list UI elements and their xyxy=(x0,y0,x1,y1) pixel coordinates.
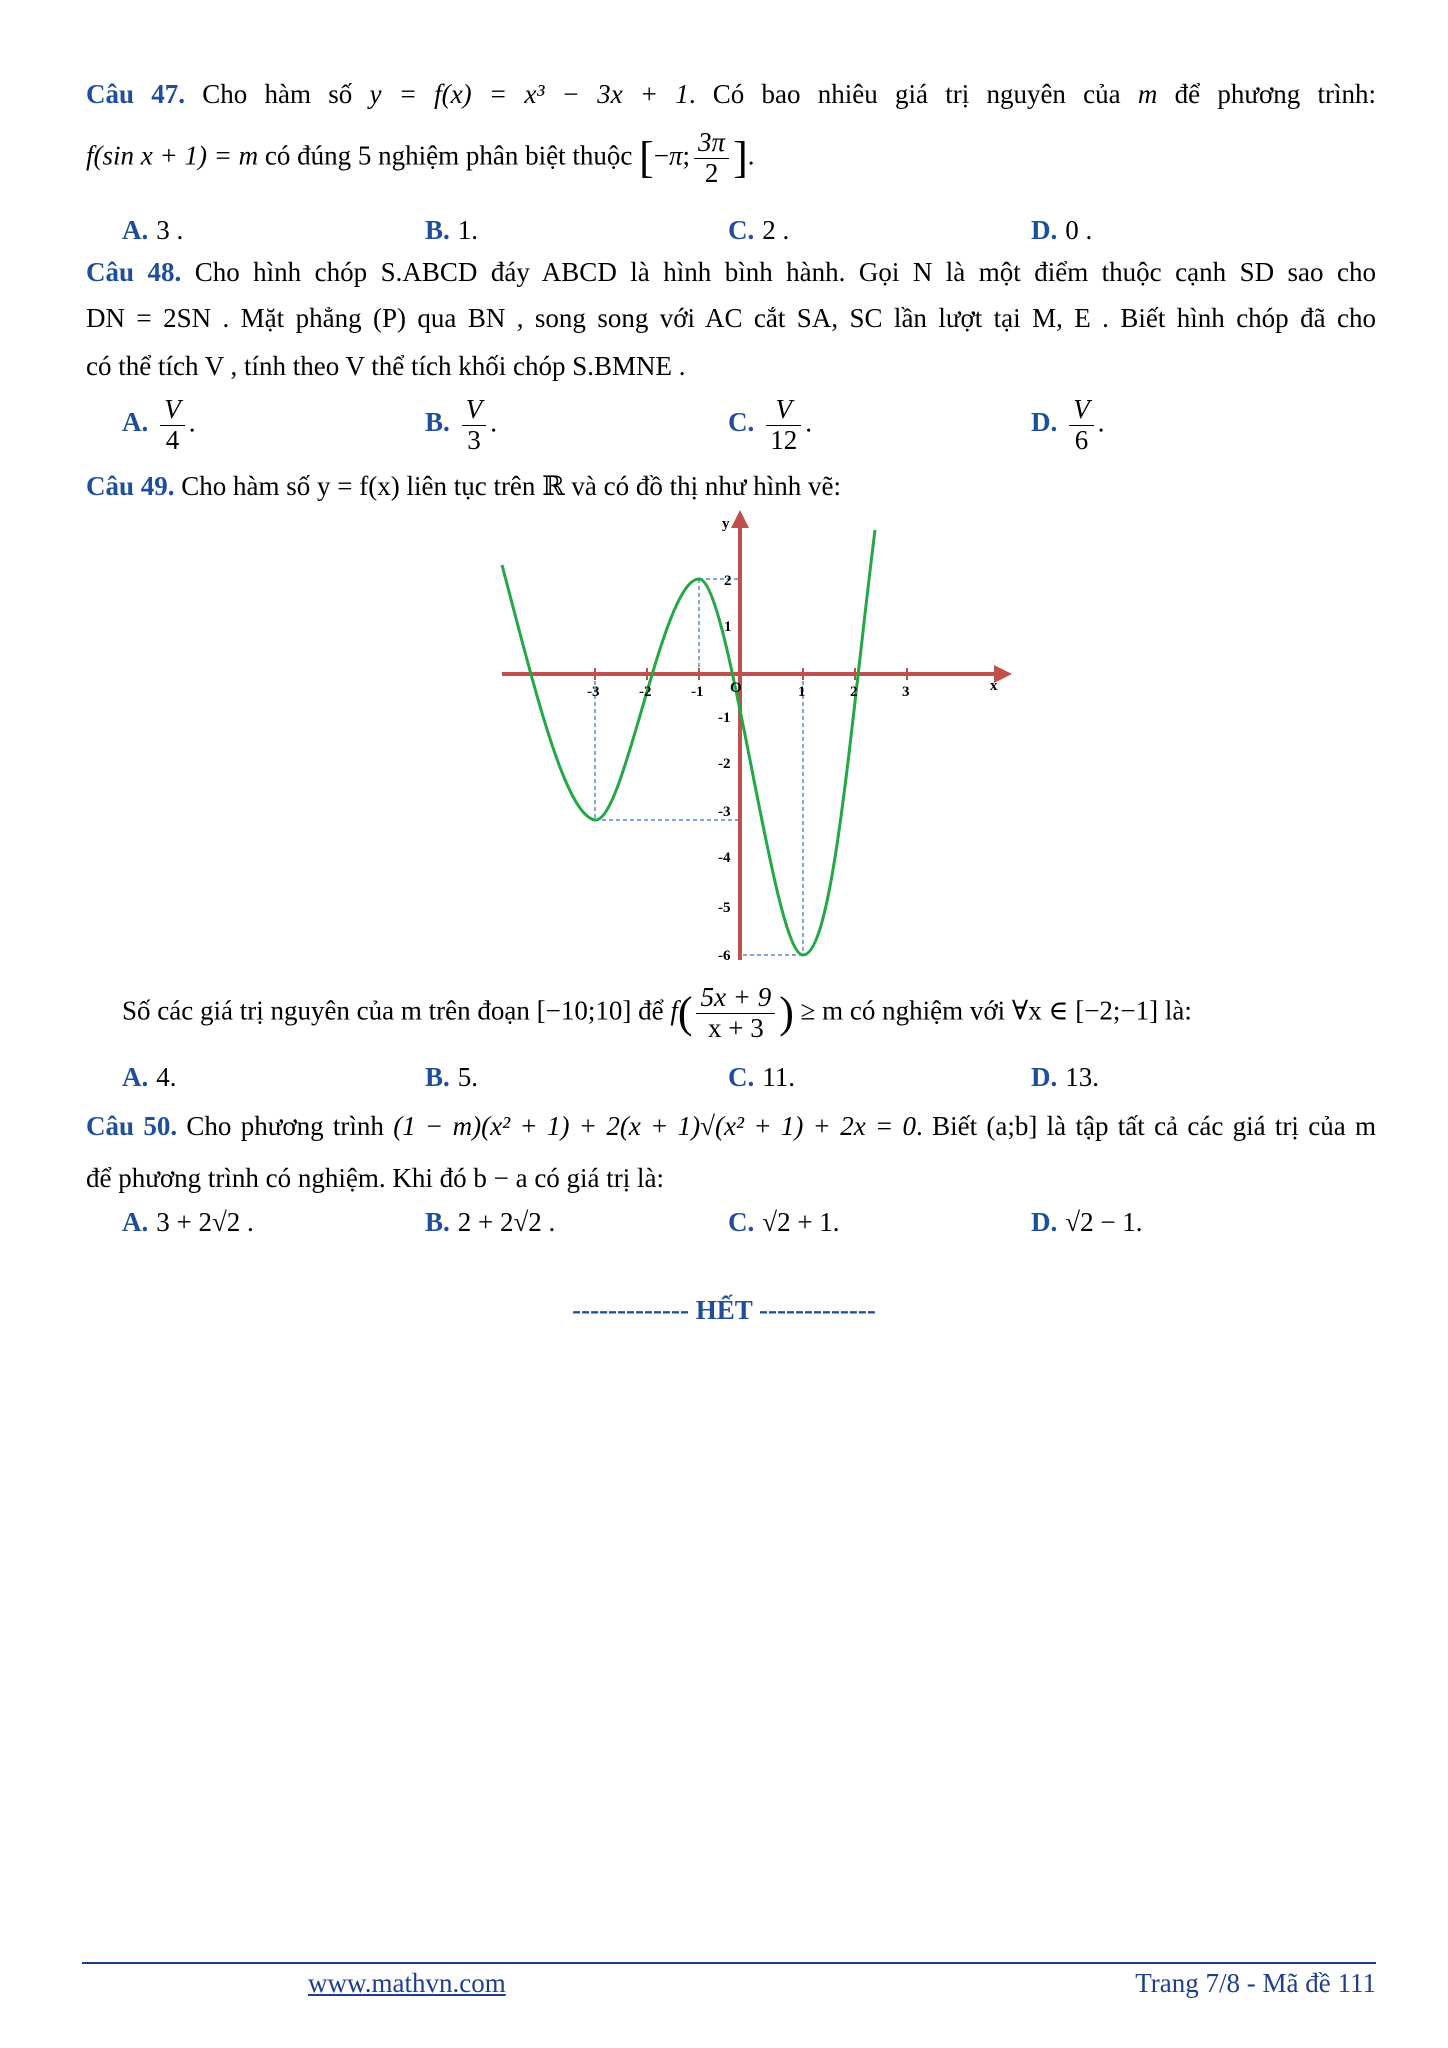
q49-option-d[interactable]: D. 13. xyxy=(1031,1062,1099,1092)
x-tick-2: 2 xyxy=(850,684,858,700)
footer-page-info: Trang 7/8 - Mã đề 111 xyxy=(1135,1968,1376,1998)
x-axis-label: x xyxy=(990,678,998,694)
y-tick-neg6: -6 xyxy=(718,948,731,964)
q49-options xyxy=(122,1062,1372,1102)
q47-options xyxy=(122,215,1372,255)
function-curve xyxy=(502,530,875,955)
q49-option-b[interactable]: B. 5. xyxy=(425,1062,479,1092)
q49-graph xyxy=(490,510,1020,970)
q48-line3: có thể tích V , tính theo V thể tích khối chóp S.BMNE . xyxy=(86,351,686,381)
q49-ask-b: ≥ m có nghiệm với ∀x ∈ [−2;−1] là: xyxy=(800,995,1192,1026)
y-tick-neg3: -3 xyxy=(718,804,731,820)
x-tick-3: 3 xyxy=(902,684,910,700)
end-marker: ------------- HẾT ------------- xyxy=(572,1295,876,1325)
q50-option-c[interactable]: C. √2 + 1. xyxy=(728,1207,840,1237)
q49-option-c[interactable]: C. 11. xyxy=(728,1062,795,1092)
q48-line2: DN = 2SN . Mặt phẳng (P) qua BN , song song với AC cắt SA, SC lần lượt tại M, E . Biết hình chóp đã cho xyxy=(86,303,1376,333)
q47-line1 xyxy=(86,78,1376,110)
q48-option-c[interactable]: C. $\frac{V}{12}$ . xyxy=(728,394,812,455)
q50-option-a[interactable]: A. 3 + 2√2 . xyxy=(122,1207,254,1237)
x-tick-neg2: -2 xyxy=(639,684,652,700)
q50-option-d[interactable]: D. √2 − 1. xyxy=(1031,1207,1143,1237)
q49-fraction: $\frac{5x + 9}{x + 3}$ xyxy=(696,983,775,1043)
q47-var-m: m xyxy=(1137,79,1158,109)
q47-label: Câu 47. xyxy=(86,79,186,109)
q50-option-b[interactable]: B. 2 + 2√2 . xyxy=(425,1207,556,1237)
q47-option-c[interactable]: C. 2 . xyxy=(728,215,790,245)
q50-stem-a: Cho phương trình xyxy=(186,1111,384,1141)
q50-line1 xyxy=(86,1110,1376,1142)
q47-eq: f(sin x + 1) = m xyxy=(86,140,259,171)
y-tick-neg2: -2 xyxy=(718,756,731,772)
y-tick-neg5: -5 xyxy=(718,900,731,916)
y-tick-2: 2 xyxy=(724,573,732,589)
q48-option-b[interactable]: B. $\frac{V}{3}$ . xyxy=(425,394,498,455)
q47-func: y = f(x) = x³ − 3x + 1 xyxy=(369,79,689,109)
q47-stem-d: có đúng 5 nghiệm phân biệt thuộc xyxy=(264,140,633,171)
q50-line2: để phương trình có nghiệm. Khi đó b − a có giá trị là: xyxy=(86,1163,665,1193)
q50-eq: (1 − m)(x² + 1) + 2(x + 1)√(x² + 1) + 2x = 0 xyxy=(393,1111,917,1141)
q49-ask-a: Số các giá trị nguyên của m trên đoạn [−10;10] để xyxy=(122,995,664,1026)
x-tick-neg3: -3 xyxy=(587,684,600,700)
q50-stem-b: . Biết (a;b] là tập tất cả các giá trị của m xyxy=(916,1111,1376,1141)
x-tick-1: 1 xyxy=(798,684,806,700)
q50-label: Câu 50. xyxy=(86,1111,178,1141)
q47-option-d[interactable]: D. 0 . xyxy=(1031,215,1093,245)
y-tick-neg1: -1 xyxy=(718,710,731,726)
q49-line1 xyxy=(86,470,1376,502)
q47-option-a[interactable]: A. 3 . xyxy=(122,215,184,245)
footer-website-link[interactable]: www.mathvn.com xyxy=(308,1968,506,1998)
q48-text-1: Cho hình chóp S.ABCD đáy ABCD là hình bình hành. Gọi N là một điểm thuộc cạnh SD sao cho xyxy=(194,257,1376,287)
q47-stem-c: để phương trình: xyxy=(1174,79,1377,109)
origin-label: O xyxy=(730,680,742,696)
q47-interval-frac: $\frac{3\pi}{2}$ xyxy=(694,128,729,188)
y-tick-1: 1 xyxy=(724,619,732,635)
q48-line1 xyxy=(86,256,1376,288)
q48-options xyxy=(122,395,1372,461)
q49-stem: Cho hàm số y = f(x) liên tục trên ℝ và có đồ thị như hình vẽ: xyxy=(181,471,841,501)
q49-ask: Số các giá trị nguyên của m trên đoạn [−10;10] để f( $\frac{5x + 9}{x + 3}$ ) ≥ m có nghiệm với ∀x ∈ [−2;−1] là: xyxy=(122,982,1192,1043)
footer-divider xyxy=(82,1962,1376,1964)
q47-stem-a: Cho hàm số xyxy=(202,79,353,109)
y-axis-label: y xyxy=(722,516,730,532)
x-tick-neg1: -1 xyxy=(691,684,704,700)
q50-options xyxy=(122,1207,1372,1247)
guide-lines xyxy=(595,579,803,955)
y-tick-neg4: -4 xyxy=(718,850,731,866)
q47-option-b[interactable]: B. 1. xyxy=(425,215,479,245)
q47-line2: f(sin x + 1) = m có đúng 5 nghiệm phân biệt thuộc [−π; $\frac{3\pi}{2}$ ]. xyxy=(86,127,755,188)
q49-option-a[interactable]: A. 4. xyxy=(122,1062,177,1092)
q48-option-a[interactable]: A. $\frac{V}{4}$ . xyxy=(122,394,196,455)
q49-label: Câu 49. xyxy=(86,471,175,501)
q48-label: Câu 48. xyxy=(86,257,182,287)
axes xyxy=(502,510,1012,960)
q48-option-d[interactable]: D. $\frac{V}{6}$ . xyxy=(1031,394,1105,455)
q47-stem-b: . Có bao nhiêu giá trị nguyên của xyxy=(688,79,1121,109)
